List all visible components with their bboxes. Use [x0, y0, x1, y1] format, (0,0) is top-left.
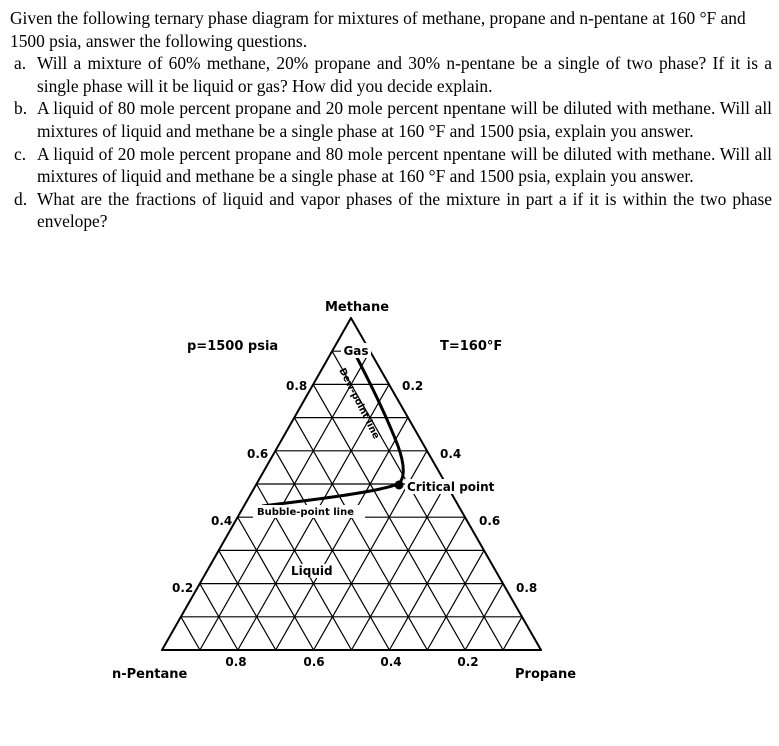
bottom-tick: 0.6	[303, 655, 325, 669]
methane-label: Methane	[324, 300, 390, 315]
n-pentane-label: n-Pentane	[112, 667, 188, 682]
part-label: a.	[14, 53, 27, 74]
part-text: Will a mixture of 60% methane, 20% propane and 30% n-pentane be a single of two phase? If it is a single phase will it be liquid or gas? How did you decide explain.	[37, 53, 772, 96]
right-tick: 0.4	[440, 447, 462, 461]
part-label: b.	[14, 98, 28, 119]
grid-line	[181, 617, 200, 650]
part-label: c.	[14, 143, 27, 164]
right-tick: 0.6	[479, 514, 501, 528]
critical-point-label: Critical point	[407, 480, 495, 494]
liquid-label: Liquid	[291, 564, 333, 578]
right-tick: 0.2	[402, 379, 424, 393]
temperature-label: T=160°F	[440, 339, 503, 354]
pressure-label: p=1500 psia	[187, 339, 279, 354]
question-intro: Given the following ternary phase diagram for mixtures of methane, propane and n-pentane at 160 °F and 1500 psia, answer the following questions.	[10, 8, 746, 51]
part-text: What are the fractions of liquid and vapor phases of the mixture in part a if it is within the two phase envelope?	[37, 188, 772, 232]
grid-line	[294, 418, 427, 650]
bottom-tick: 0.4	[380, 655, 402, 669]
left-tick: 0.8	[286, 379, 308, 393]
left-tick: 0.4	[211, 514, 233, 528]
grid-line	[427, 550, 484, 650]
propane-label: Propane	[515, 667, 577, 682]
grid-line	[276, 418, 408, 650]
left-tick: 0.2	[172, 581, 194, 595]
part-label: d.	[14, 188, 28, 209]
grid-line	[352, 484, 447, 650]
left-tick: 0.6	[247, 447, 269, 461]
critical-point-marker	[395, 481, 404, 490]
gas-label: Gas	[343, 344, 369, 358]
right-tick: 0.8	[516, 581, 538, 595]
grid-line	[219, 550, 276, 650]
dew-point-label: Dew-point line	[336, 366, 382, 441]
bottom-tick: 0.2	[457, 655, 479, 669]
grid-line	[503, 617, 522, 650]
bubble-point-label: Bubble-point line	[257, 507, 355, 518]
bottom-tick: 0.8	[225, 655, 247, 669]
part-text: A liquid of 20 mole percent propane and 80 mole percent npentane will be diluted with methane. Will all mixtures of liquid and methane be a single phase at 160 °F and 1500 psia, explain you answer.	[37, 143, 772, 187]
part-text: A liquid of 80 mole percent propane and 20 mole percent npentane will be diluted with methane. Will all mixtures of liquid and methane be a single phase at 160 °F and 1500 psia, explain you answer.	[37, 98, 772, 141]
grid-line	[200, 351, 370, 650]
